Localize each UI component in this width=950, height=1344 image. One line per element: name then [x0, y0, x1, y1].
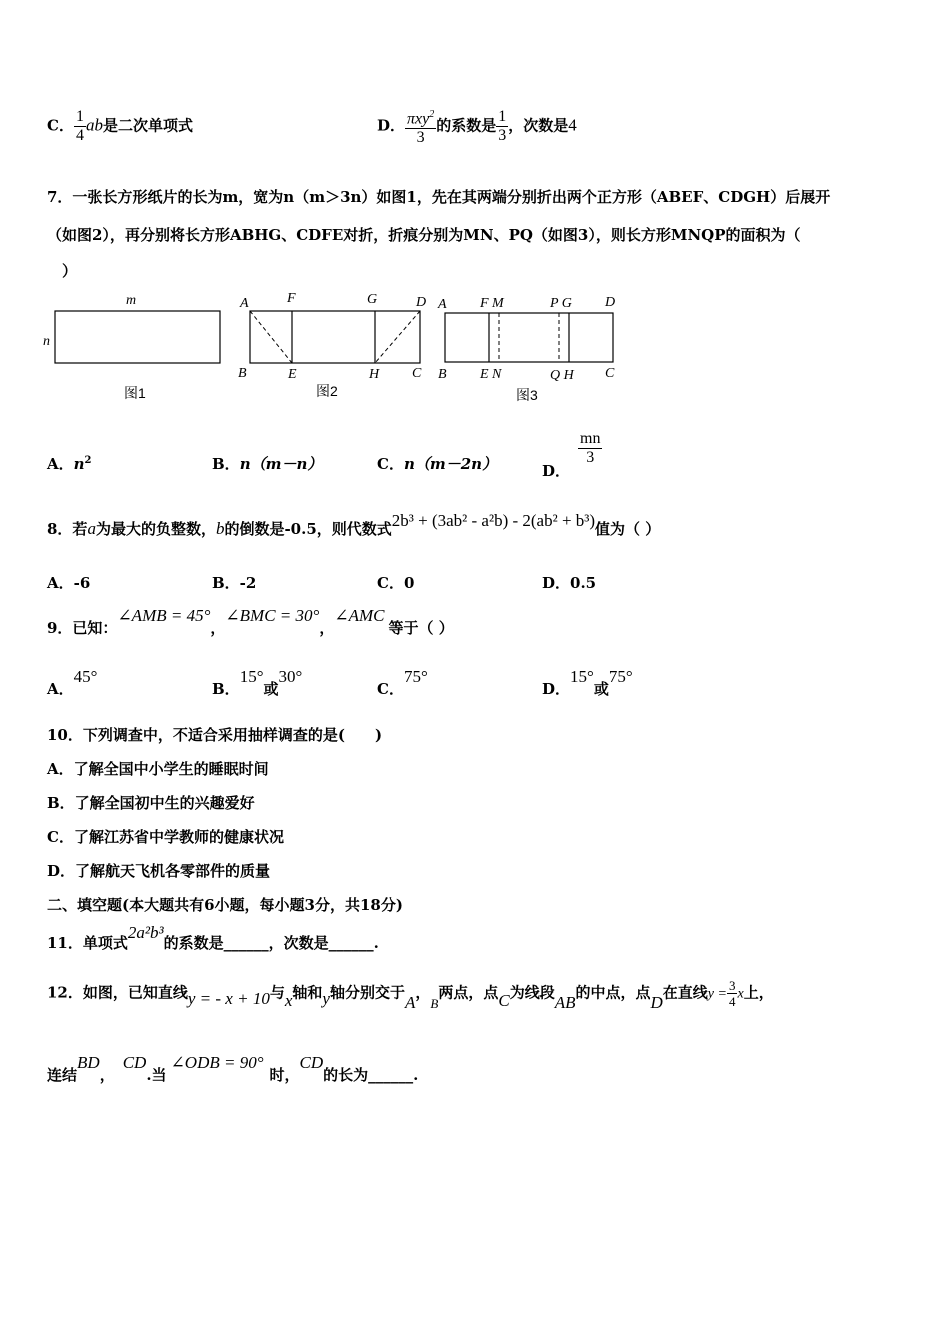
fig3-label-qh: Q H [550, 368, 574, 383]
math-expr: ab [85, 115, 103, 135]
fig2-rect [250, 311, 420, 363]
q7-stem-line1: 7．一张长方形纸片的长为m，宽为n（m＞3n）如图1，先在其两端分别折出两个正方形（ABEF、CDGH）后展开 [47, 188, 831, 206]
q7-figures [40, 288, 630, 408]
fig3-caption: 图3 [516, 387, 538, 403]
fig3-label-d: D [605, 295, 616, 310]
q9-option-a: A．45° [47, 667, 98, 698]
q8-option-c: C．0 [377, 574, 415, 592]
fig2-diag-ae [250, 311, 292, 363]
fig1-rect [55, 311, 220, 363]
fig2-label-h: H [369, 367, 380, 382]
fraction: $\frac{1}{4}$ [75, 108, 84, 144]
fig2-caption: 图2 [316, 383, 338, 399]
fig2-label-f: F [287, 291, 296, 306]
fig2-label-e: E [288, 367, 297, 382]
q8-stem: 8．若a为最大的负整数，b的倒数是-0.5，则代数式2b³ + (3ab² - a²b) - 2(ab² + b³)值为（ ） [47, 511, 661, 538]
q6-option-d: D． $\frac{\pi xy^2}{3}$ 的系数是 $\frac{1}{3}$ ，次数是4 [377, 106, 577, 147]
q10-option-d: D．了解航天飞机各零部件的质量 [47, 862, 271, 880]
fraction: $\frac{mn}{3}$ [580, 430, 601, 466]
q7-option-b: B．n（m－n） [212, 455, 323, 473]
fig2-label-c: C [412, 366, 422, 381]
q7-stem-line3: ） [62, 262, 78, 280]
fig3-rect [445, 313, 613, 362]
q10-option-b: B．了解全国初中生的兴趣爱好 [47, 794, 255, 812]
q7-option-c: C．n（m－2n） [377, 455, 498, 473]
fig3-label-en: E N [480, 367, 502, 382]
q9-option-b: B．15°或30° [212, 667, 303, 698]
fig2-label-b: B [238, 366, 247, 381]
q9-stem: 9．已知：∠AMB = 45°，∠BMC = 30°，∠AMC等于（ ） [47, 606, 454, 637]
q7-stem-line2: （如图2），再分别将长方形ABHG、CDFE对折，折痕分别为MN、PQ（如图3），则长方形MNQP的面积为（ [47, 226, 801, 244]
q12-stem-line1: 12．如图，已知直线y = - x + 10与x轴和y轴分别交于A，B两点，点C为线段AB的中点，点D在直线y = $\frac{3}{4}$ x上， [47, 978, 774, 1012]
q7-option-d: D． $\frac{mn}{3}$ [542, 430, 601, 480]
fig2-label-g: G [367, 292, 378, 307]
fig2-label-a: A [240, 296, 249, 311]
q11-stem: 11．单项式2a²b³的系数是______，次数是______. [47, 923, 379, 952]
fig1-label-m: m [126, 293, 137, 308]
q7-option-a: A．$n^2$ [47, 455, 92, 473]
option-label: D． [377, 116, 406, 135]
q8-option-b: B．-2 [212, 574, 257, 592]
option-label: C． [47, 116, 74, 135]
fig1-caption: 图1 [124, 385, 146, 401]
fig1-label-n: n [43, 334, 50, 349]
option-text: 是二次单项式 [102, 116, 193, 135]
q12-stem-line2: 连结BD，CD.当∠ODB = 90°时，CD的长为______. [47, 1053, 419, 1084]
q10-stem: 10．下列调查中，不适合采用抽样调查的是( ) [47, 726, 383, 744]
q10-option-c: C．了解江苏省中学教师的健康状况 [47, 828, 284, 846]
algebraic-expression: 2b³ + (3ab² - a²b) - 2(ab² + b³) [391, 511, 596, 530]
section-heading: 二、填空题(本大题共有6小题，每小题3分，共18分) [47, 896, 403, 914]
fig2-label-d: D [416, 295, 427, 310]
fraction: $\frac{1}{3}$ [498, 108, 507, 145]
q8-option-d: D．0.5 [542, 574, 597, 592]
q6-option-c [47, 108, 193, 145]
fraction: $\frac{3}{4}$ [728, 978, 736, 1009]
q9-option-c: C．75° [377, 667, 428, 698]
q9-option-d: D．15°或75° [542, 667, 633, 698]
fig3-label-c: C [605, 366, 615, 381]
fig3-label-b: B [438, 367, 447, 382]
q8-option-a: A．-6 [47, 574, 91, 592]
fig3-label-fm: F M [480, 296, 504, 311]
fig2-diag-dh [375, 311, 420, 363]
fig3-label-pg: P G [550, 296, 572, 311]
fraction: $\frac{\pi xy^2}{3}$ [405, 106, 436, 147]
q10-option-a: A．了解全国中小学生的睡眠时间 [47, 760, 269, 778]
fig3-label-a: A [438, 297, 447, 312]
